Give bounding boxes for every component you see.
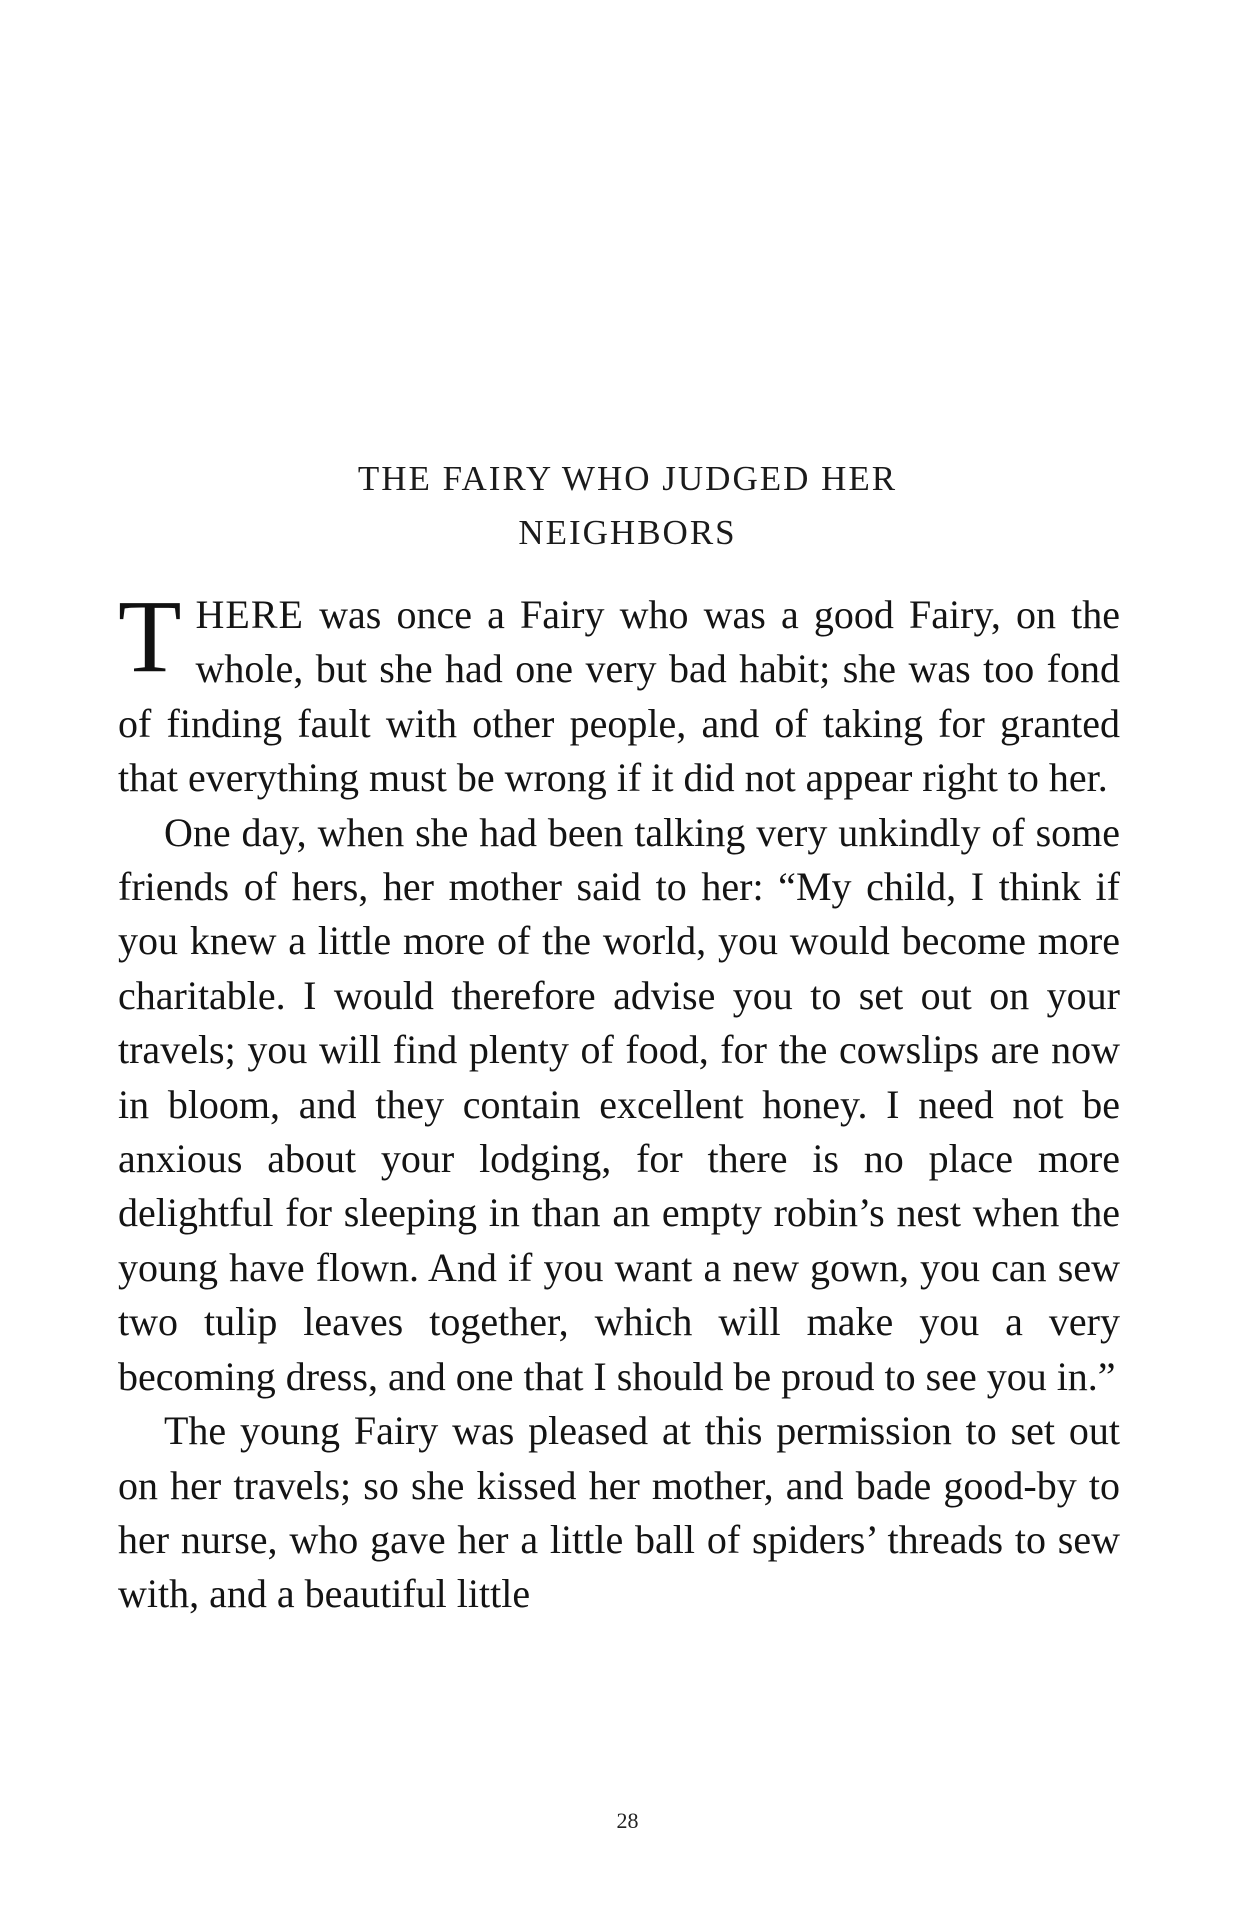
paragraph-2: One day, when she had been talking very unkindly of some friends of hers, her mother said to her: “My child, I think if you knew a little more of the world, you would become more charitable. I would therefore advise you to set out on your travels; you will find plenty of food, for the cowslips are now in bloom, and they contain excellent honey. I need not be anxious about your lodging, for there is no place more delightful for sleeping in than an empty robin’s nest when the young have flown. And if you want a new gown, you can sew two tulip leaves together, which will make you a very becoming dress, and one that I should be proud to see you in.” bbox=[118, 809, 1120, 1399]
chapter-title-line-1: THE FAIRY WHO JUDGED HER bbox=[357, 459, 898, 498]
drop-cap-letter: T bbox=[118, 579, 182, 694]
chapter-title-line-2: NEIGHBORS bbox=[518, 513, 737, 552]
paragraph-1 bbox=[118, 579, 1120, 806]
opening-caps: HERE bbox=[195, 592, 304, 637]
paragraph-1-text: was once a Fairy who was a good Fairy, on the whole, but she had one very bad habit; she was too fond of finding fault with other people, and of taking for granted that everything must be wrong if it did not appear right to her. bbox=[118, 592, 1120, 801]
chapter-title bbox=[0, 452, 1255, 560]
paragraph-3: The young Fairy was pleased at this permission to set out on her travels; so she kissed her mother, and bade good-by to her nurse, who gave her a little ball of spiders’ threads to sew with, and a beautiful little bbox=[118, 1408, 1120, 1617]
chapter-body bbox=[118, 579, 1120, 1622]
page-number: 28 bbox=[616, 1808, 639, 1833]
